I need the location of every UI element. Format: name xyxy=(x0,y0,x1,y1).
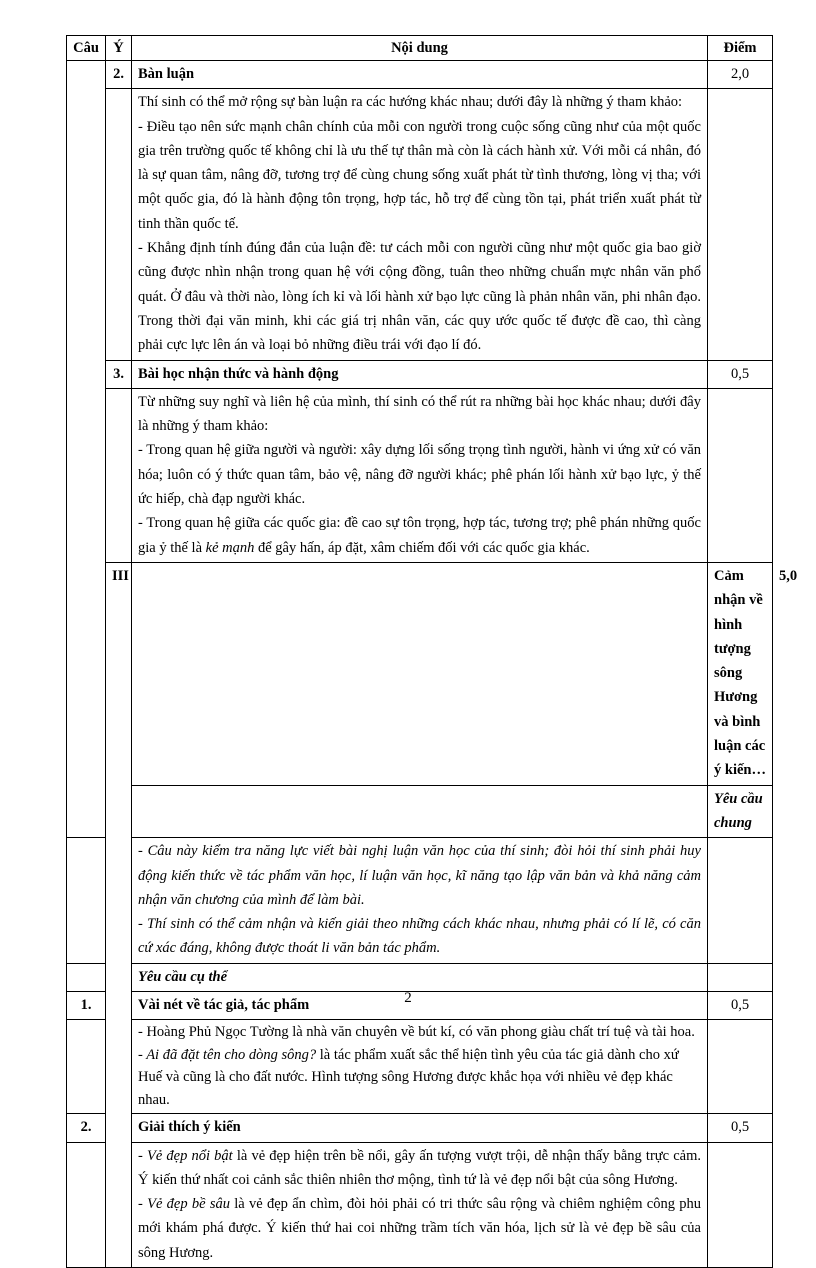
section-title: Bài học nhận thức và hành động xyxy=(132,360,708,388)
table-header-row xyxy=(67,36,773,61)
table-row xyxy=(67,360,773,388)
paragraph: - Khẳng định tính đúng đắn của luận đề: tư cách mỗi con người cũng như một quốc gia bao giờ cũng được nhìn nhận trong quan hệ với cộng đồng, tuân theo những chuẩn mực nhân văn phổ quát. Ở đâu và thời nào, lòng ích kỉ và lối hành xử bạo lực cũng là phản nhân văn, phi nhân đạo. Trong thời đại văn minh, khi các giá trị nhân văn, các quy ước quốc tế được đề cao, thì càng phải cực lực lên án và loại bỏ những điều trái với đạo lí đó. xyxy=(138,240,701,354)
header-cau: Câu xyxy=(67,36,106,61)
y-number: 2. xyxy=(67,1114,106,1142)
subsection-title: Yêu cầu cụ thể xyxy=(132,963,708,991)
cau-number: III xyxy=(106,562,132,1267)
table-row xyxy=(67,1020,773,1114)
paragraph: - Ai đã đặt tên cho dòng sông? là tác phẩm xuất sắc thể hiện tình yêu của tác giả dành cho xứ Huế và cũng là cho đất nước. Hình tượng sông Hương được khắc họa với nhiều vẻ đẹp khác nhau. xyxy=(138,1046,679,1108)
paragraph: - Trong quan hệ giữa các quốc gia: đề cao sự tôn trọng, hợp tác, tương trợ; phê phán những quốc gia ỷ thế là kẻ mạnh để gây hấn, áp đặt, xâm chiếm đối với các quốc gia khác. xyxy=(138,515,701,556)
header-diem: Điểm xyxy=(708,36,773,61)
paragraph: Thí sinh có thể mở rộng sự bàn luận ra các hướng khác nhau; dưới đây là những ý tham khảo: xyxy=(138,94,683,111)
section-title: Bàn luận xyxy=(132,61,708,89)
score-value: 0,5 xyxy=(708,1114,773,1142)
paragraph: - Hoàng Phủ Ngọc Tường là nhà văn chuyên về bút kí, có văn phong giàu chất trí tuệ và tài hoa. xyxy=(138,1024,695,1041)
table-row xyxy=(67,963,773,991)
section-content xyxy=(132,1142,708,1267)
answer-table xyxy=(66,35,798,1268)
table-row xyxy=(67,388,773,562)
y-number: 3. xyxy=(106,360,132,388)
table-row xyxy=(67,838,773,963)
paragraph: - Câu này kiểm tra năng lực viết bài nghị luận văn học của thí sinh; đòi hỏi thí sinh phải huy động kiến thức về tác phẩm văn học, lí luận văn học, kĩ năng tạo lập văn bản và khả năng cảm nhận văn chương của mình để làm bài. xyxy=(138,843,701,908)
score-value: 2,0 xyxy=(708,61,773,89)
table-row xyxy=(67,61,773,89)
paragraph: - Thí sinh có thể cảm nhận và kiến giải theo những cách khác nhau, nhưng phải có lí lẽ, có căn cứ xác đáng, không được thoát li văn bản tác phẩm. xyxy=(138,916,701,957)
paragraph: Từ những suy nghĩ và liên hệ của mình, thí sinh có thể rút ra những bài học khác nhau; dưới đây là những ý tham khảo: xyxy=(138,393,701,435)
cau-cell-continued xyxy=(67,61,106,838)
table-row: III Cảm nhận về hình tượng sông Hương và bình luận các ý kiến… 5,0 xyxy=(67,562,773,785)
y-number: 1. xyxy=(67,991,106,1019)
paragraph: - Trong quan hệ giữa người và người: xây dựng lối sống trọng tình người, hành vi ứng xử có văn hóa; luôn có ý thức quan tâm, bảo vệ, nâng đỡ người khác; phê phán lối hành xử bạo lực, ỷ thế ức hiếp, chà đạp người khác. xyxy=(138,442,701,508)
y-number: 2. xyxy=(106,61,132,89)
paragraph: - Vẻ đẹp nổi bật là vẻ đẹp hiện trên bề nổi, gây ấn tượng vượt trội, dễ nhận thấy bằng trực cảm. Ý kiến thứ nhất coi cảnh sắc thiên nhiên thơ mộng, tình tứ là vẻ đẹp nổi bật của sông Hương. xyxy=(138,1147,702,1188)
section-content xyxy=(132,1020,708,1114)
header-y: Ý xyxy=(106,36,132,61)
table-row xyxy=(67,89,773,360)
section-content xyxy=(132,89,708,360)
score-value: 0,5 xyxy=(708,360,773,388)
section-title: Vài nét về tác giả, tác phẩm xyxy=(132,991,708,1019)
question-title: Cảm nhận về hình tượng sông Hương và bình luận các ý kiến… xyxy=(708,562,773,785)
section-content xyxy=(132,388,708,562)
score-value: 0,5 xyxy=(708,991,773,1019)
page-number: 2 xyxy=(404,990,412,1006)
header-noi-dung: Nội dung xyxy=(132,36,708,61)
paragraph: - Vẻ đẹp bề sâu là vẻ đẹp ẩn chìm, đòi hỏi phải có tri thức sâu rộng và chiêm nghiệm công phu mới khám phá được. Ý kiến thứ hai coi những trầm tích văn hóa, lịch sử là vẻ đẹp bề sâu của sông Hương. xyxy=(138,1196,701,1261)
table-row xyxy=(67,785,773,838)
paragraph: - Điều tạo nên sức mạnh chân chính của mỗi con người trong cuộc sống cũng như của một quốc gia trên trường quốc tế không chỉ là ưu thế tự thân mà còn là cách hành xử. Với mỗi cá nhân, đó là sự quan tâm, nâng đỡ, tương trợ để cùng chung sống xuất phát từ tình thương, lòng vị tha; với một quốc gia, đó là hành động tôn trọng, hợp tác, hỗ trợ để cùng tồn tại, phát triển xuất phát từ tinh thần quốc tế. xyxy=(138,118,701,232)
table-row xyxy=(67,1114,773,1142)
subsection-title: Yêu cầu chung xyxy=(708,785,773,838)
section-title: Giải thích ý kiến xyxy=(132,1114,708,1142)
section-content xyxy=(132,838,708,963)
table-row xyxy=(67,1142,773,1267)
